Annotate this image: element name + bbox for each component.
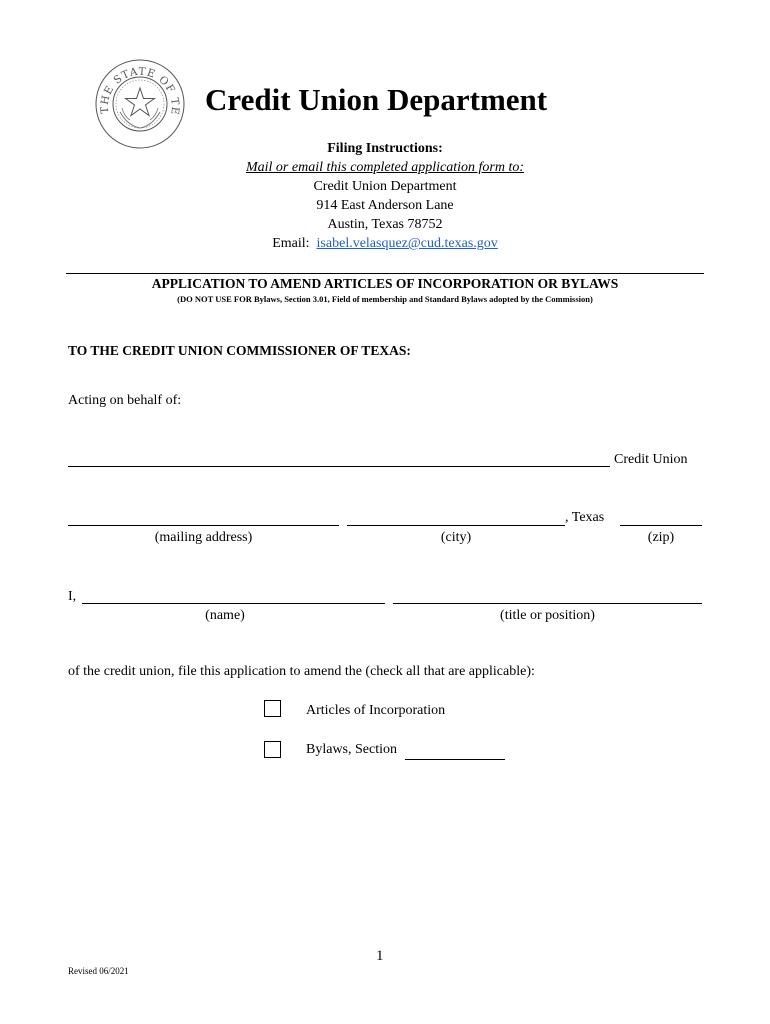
city-caption: (city) xyxy=(440,530,472,545)
articles-of-incorporation-label: Articles of Incorporation xyxy=(306,703,446,718)
title-position-caption: (title or position) xyxy=(500,608,595,623)
city-field[interactable] xyxy=(347,525,565,526)
zip-caption: (zip) xyxy=(647,530,675,545)
email-label: Email: xyxy=(272,236,310,251)
mailing-address-caption: (mailing address) xyxy=(154,530,253,545)
mail-instruction: Mail or email this completed application form to: xyxy=(245,160,525,175)
department-title: Credit Union Department xyxy=(205,82,548,117)
texas-label: , Texas xyxy=(565,510,605,525)
name-caption: (name) xyxy=(205,608,245,623)
filing-instructions-label: Filing Instructions: xyxy=(327,141,443,156)
address-city: Austin, Texas 78752 xyxy=(327,217,443,232)
name-field[interactable] xyxy=(82,603,385,604)
mailing-address-field[interactable] xyxy=(68,525,339,526)
texas-state-seal xyxy=(94,58,186,150)
application-note: (DO NOT USE FOR Bylaws, Section 3.01, Field of membership and Standard Bylaws adopted by the Commission) xyxy=(177,294,593,304)
address-street: 914 East Anderson Lane xyxy=(316,198,454,213)
address-name: Credit Union Department xyxy=(313,179,457,194)
credit-union-name-field[interactable] xyxy=(68,466,610,467)
bylaws-section-label: Bylaws, Section xyxy=(306,742,397,757)
header-divider xyxy=(66,273,704,274)
application-title: APPLICATION TO AMEND ARTICLES OF INCORPORATION OR BYLAWS xyxy=(151,276,619,291)
svg-text:THE STATE OF TEXAS: THE STATE OF TE xyxy=(98,65,182,117)
email-line xyxy=(160,234,610,254)
credit-union-label: Credit Union xyxy=(614,452,688,467)
title-position-field[interactable] xyxy=(393,603,702,604)
i-label: I, xyxy=(68,589,77,604)
email-link[interactable]: isabel.velasquez@cud.texas.gov xyxy=(316,236,498,251)
acting-on-behalf-label: Acting on behalf of: xyxy=(68,393,182,408)
bylaws-section-field[interactable] xyxy=(405,759,505,760)
page-number: 1 xyxy=(376,948,384,964)
articles-of-incorporation-checkbox[interactable] xyxy=(264,700,281,717)
revision-date: Revised 06/2021 xyxy=(68,966,129,976)
addressee-line: TO THE CREDIT UNION COMMISSIONER OF TEXAS: xyxy=(68,343,411,358)
bylaws-section-checkbox[interactable] xyxy=(264,741,281,758)
zip-field[interactable] xyxy=(620,525,702,526)
amend-statement: of the credit union, file this application to amend the (check all that are applicable): xyxy=(68,664,535,679)
